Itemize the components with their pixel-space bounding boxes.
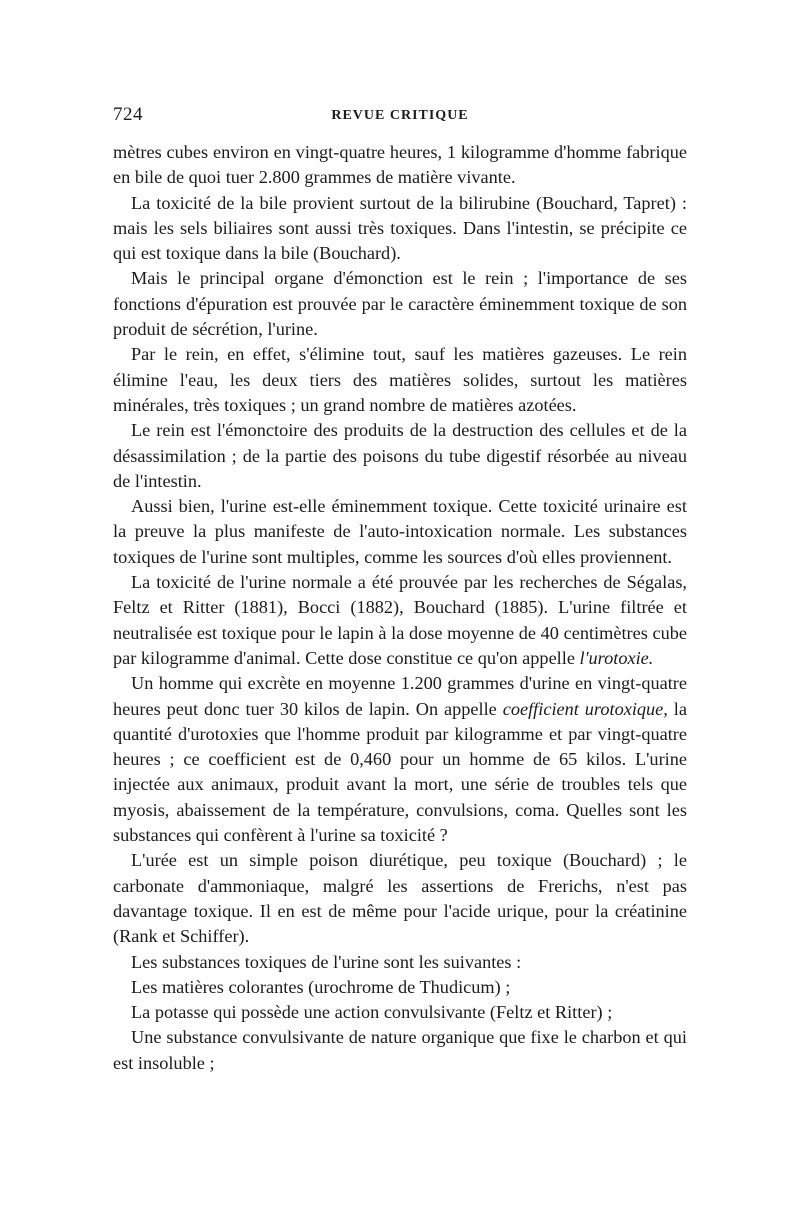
paragraph-1: mètres cubes environ en vingt-quatre heures, 1 kilogramme d'homme fabrique en bile de quoi tuer 2.800 grammes de matière vivante.: [113, 142, 687, 188]
paragraph-11: Les matières colorantes (urochrome de Thudicum) ;: [131, 976, 511, 997]
paragraph-5: Le rein est l'émonctoire des produits de la destruction des cellules et de la désassimilation ; de la partie des poisons du tube digestif résorbée au niveau de l'intestin.: [113, 420, 687, 491]
paragraph-7-text: La toxicité de l'urine normale a été prouvée par les recherches de Ségalas, Feltz et Ritter (1881), Bocci (1882), Bouchard (1885). L'urine filtrée et neutralisée est toxique pour le lapin à la dose moyenne de 40 centimètres cube par kilogramme d'animal. Cette dose constitue ce qu'on appelle: [113, 572, 687, 668]
paragraph-6: Aussi bien, l'urine est-elle éminemment toxique. Cette toxicité urinaire est la preuve la plus manifeste de l'auto-intoxication normale. Les substances toxiques de l'urine sont multiples, comme les sources d'où elles proviennent.: [113, 496, 687, 567]
paragraph-3: Mais le principal organe d'émonction est le rein ; l'importance de ses fonctions d'épuration est prouvée par le caractère éminemment toxique de son produit de sécrétion, l'urine.: [113, 268, 687, 340]
paragraph-4: Par le rein, en effet, s'élimine tout, sauf les matières gazeuses. Le rein élimine l'eau, les deux tiers des matières solides, surtout les matières minérales, très toxiques ; un grand nombre de matières azotées.: [113, 344, 687, 415]
paragraph-7: [113, 570, 687, 671]
term-coefficient-urotoxique: coefficient urotoxique,: [502, 698, 668, 719]
page-number: 724: [113, 104, 143, 125]
paragraph-8-tail: la quantité d'urotoxies que l'homme produit par kilogramme et par vingt-quatre heures ; ce coefficient est de 0,460 pour un homme de 65 kilos. L'urine injectée aux animaux, produit avant la mort, une série de troubles tels que myosis, abaissement de la température, convulsions, coma. Quelles sont les substances qui confèrent à l'urine sa toxicité ?: [113, 698, 687, 846]
paragraph-2: La toxicité de la bile provient surtout de la bilirubine (Bouchard, Tapret) : mais les sels biliaires sont aussi très toxiques. Dans l'intestin, se précipite ce qui est toxique dans la bile (Bouchard).: [113, 192, 687, 264]
term-urotoxie: l'urotoxie.: [579, 647, 654, 668]
paragraph-13: Une substance convulsivante de nature organique que fixe le charbon et qui est insoluble ;: [113, 1027, 687, 1073]
running-head: REVUE CRITIQUE: [331, 108, 469, 123]
paragraph-12: La potasse qui possède une action convulsivante (Feltz et Ritter) ;: [131, 1002, 613, 1023]
paragraph-10: Les substances toxiques de l'urine sont les suivantes :: [131, 951, 522, 972]
body-text: [113, 140, 687, 1076]
paragraph-9: L'urée est un simple poison diurétique, peu toxique (Bouchard) ; le carbonate d'ammoniaque, malgré les assertions de Frerichs, n'est pas davantage toxique. Il en est de même pour l'acide urique, pour la créatinine (Rank et Schiffer).: [113, 850, 687, 947]
paragraph-8-text: Un homme qui excrète en moyenne 1.200 grammes d'urine en vingt-quatre heures peut donc tuer 30 kilos de lapin. On appelle: [113, 673, 687, 719]
page-header: [113, 104, 687, 132]
paragraph-8: [113, 671, 687, 848]
